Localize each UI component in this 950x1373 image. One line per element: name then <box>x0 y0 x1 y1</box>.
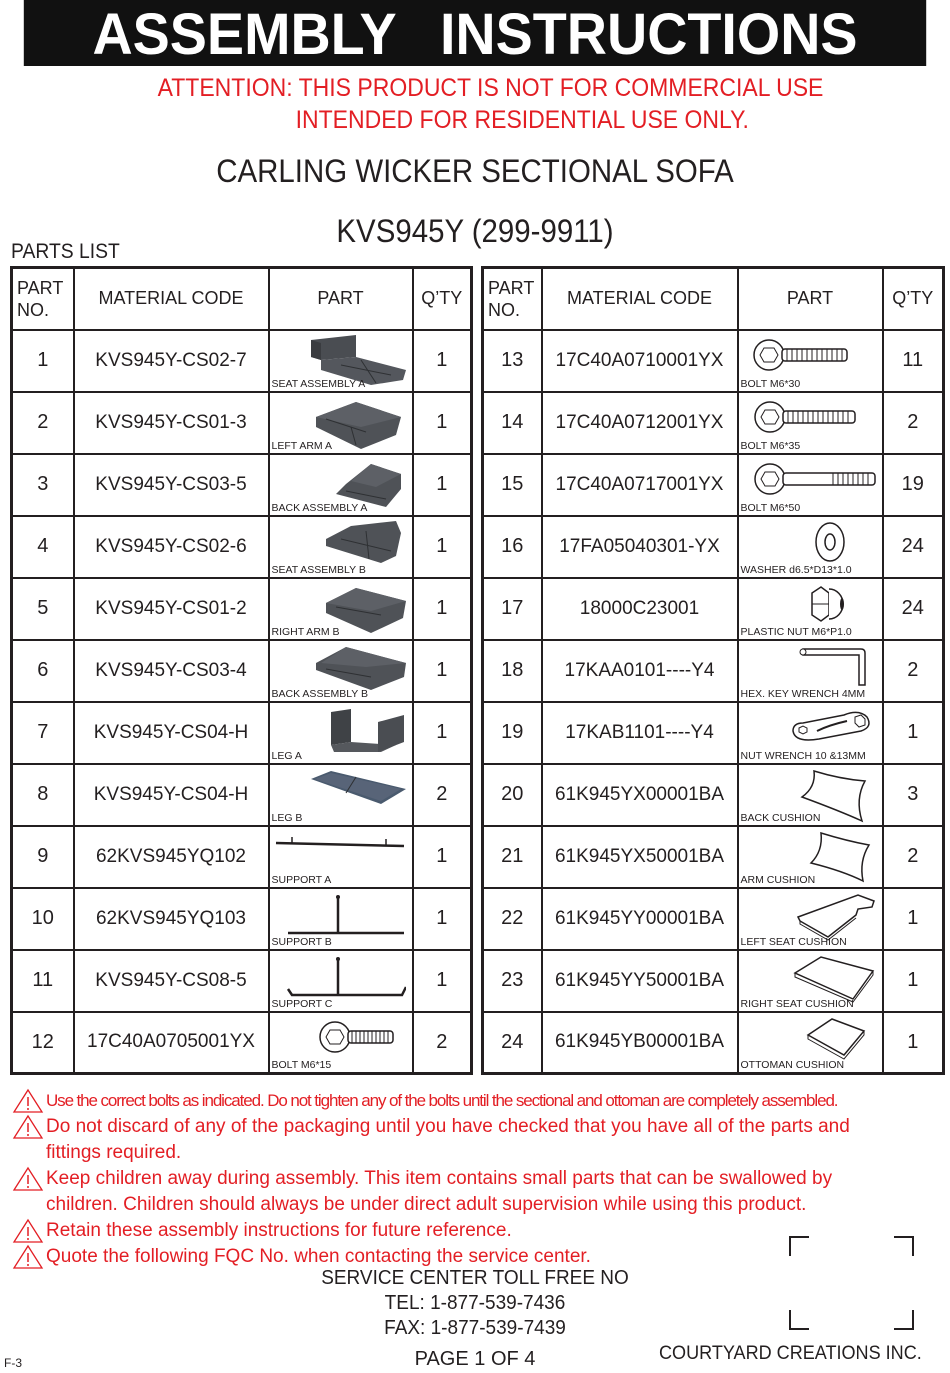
part-cell <box>269 516 413 578</box>
quantity: 24 <box>883 516 944 578</box>
material-code: 17KAA0101----Y4 <box>542 640 738 702</box>
quantity: 1 <box>883 702 944 764</box>
quantity: 2 <box>413 1012 472 1074</box>
cap-nut-icon <box>807 583 852 625</box>
material-code: 17FA05040301-YX <box>542 516 738 578</box>
part-name: BOLT M6*15 <box>271 1059 332 1071</box>
table-row <box>12 1012 472 1074</box>
table-header-row <box>483 268 944 330</box>
column-header-qty: Q’TY <box>413 268 472 330</box>
part-number: 9 <box>12 826 74 888</box>
support-bar-icon <box>274 831 406 861</box>
warning-text: Retain these assembly instructions for future reference. <box>46 1220 512 1241</box>
table-row <box>12 454 472 516</box>
nut-wrench-icon <box>789 707 874 747</box>
fqc-box-corner-top-right <box>894 1236 914 1256</box>
part-number: 12 <box>12 1012 74 1074</box>
part-name: LEG B <box>271 811 303 824</box>
part-number: 2 <box>12 392 74 454</box>
material-code: KVS945Y-CS04-H <box>74 764 269 826</box>
part-number: 7 <box>12 702 74 764</box>
material-code: KVS945Y-CS02-6 <box>74 516 269 578</box>
part-name: SUPPORT A <box>271 873 332 886</box>
part-number: 24 <box>483 1012 542 1074</box>
material-code: 17KAB1101----Y4 <box>542 702 738 764</box>
material-code: 62KVS945YQ102 <box>74 826 269 888</box>
table-row <box>483 702 944 764</box>
quantity: 2 <box>413 764 472 826</box>
table-row <box>483 826 944 888</box>
t-support-icon <box>286 893 406 938</box>
part-cell <box>269 454 413 516</box>
table-row <box>12 330 472 392</box>
part-number: 20 <box>483 764 542 826</box>
part-cell <box>738 702 883 764</box>
quantity: 1 <box>883 888 944 950</box>
part-name: OTTOMAN CUSHION <box>740 1059 845 1071</box>
material-code: 61K945YY50001BA <box>542 950 738 1012</box>
part-cell <box>738 764 883 826</box>
part-name: SUPPORT B <box>271 935 332 948</box>
table-header-row <box>12 268 472 330</box>
part-name: RIGHT SEAT CUSHION <box>740 997 854 1010</box>
warning-item <box>12 1114 947 1166</box>
quantity: 1 <box>413 826 472 888</box>
part-cell <box>738 888 883 950</box>
hex-key-icon <box>799 645 874 690</box>
part-number: 5 <box>12 578 74 640</box>
leg-frame-icon <box>326 707 406 757</box>
part-number: 21 <box>483 826 542 888</box>
quantity: 1 <box>413 950 472 1012</box>
part-name: SUPPORT C <box>271 997 333 1010</box>
material-code: 61K945YY00001BA <box>542 888 738 950</box>
material-code: 18000C23001 <box>542 578 738 640</box>
fqc-box-corner-top-left <box>789 1236 809 1256</box>
part-name: ARM CUSHION <box>740 873 816 886</box>
material-code: KVS945Y-CS03-5 <box>74 454 269 516</box>
part-cell <box>269 702 413 764</box>
column-header-part-no: PART NO. <box>12 268 74 330</box>
material-code: 17C40A0710001YX <box>542 330 738 392</box>
part-cell <box>738 454 883 516</box>
part-name: BOLT M6*30 <box>740 377 801 390</box>
column-header-material-code: MATERIAL CODE <box>542 268 738 330</box>
seat-frame-icon <box>321 521 406 566</box>
part-name: LEFT ARM A <box>271 439 332 452</box>
quantity: 1 <box>883 950 944 1012</box>
column-header-material-code: MATERIAL CODE <box>74 268 269 330</box>
washer-icon <box>810 521 850 563</box>
part-name: LEFT SEAT CUSHION <box>740 935 847 948</box>
table-row <box>483 516 944 578</box>
material-code: KVS945Y-CS03-4 <box>74 640 269 702</box>
part-name: RIGHT ARM B <box>271 625 340 638</box>
warning-triangle-icon <box>12 1088 46 1114</box>
material-code: 17C40A0717001YX <box>542 454 738 516</box>
part-number: 8 <box>12 764 74 826</box>
table-row <box>12 888 472 950</box>
quantity: 24 <box>883 578 944 640</box>
quantity: 11 <box>883 330 944 392</box>
material-code: KVS945Y-CS02-7 <box>74 330 269 392</box>
material-code: KVS945Y-CS04-H <box>74 702 269 764</box>
part-name: LEG A <box>271 749 302 762</box>
table-row <box>12 392 472 454</box>
seat-cushion-icon <box>796 893 876 941</box>
quantity: 1 <box>413 516 472 578</box>
part-cell <box>738 392 883 454</box>
t-support-icon <box>286 955 406 1000</box>
part-number: 3 <box>12 454 74 516</box>
part-cell <box>738 640 883 702</box>
service-center-title: SERVICE CENTER TOLL FREE NO <box>321 1267 629 1289</box>
title-banner: ASSEMBLY INSTRUCTIONS <box>24 0 926 66</box>
table-row <box>12 578 472 640</box>
quantity: 1 <box>413 392 472 454</box>
model-number: KVS945Y (299-9911) <box>336 213 614 249</box>
part-cell <box>269 578 413 640</box>
part-cell <box>738 950 883 1012</box>
part-cell <box>738 1012 883 1074</box>
quantity: 2 <box>883 826 944 888</box>
table-row <box>483 392 944 454</box>
part-name: HEX. KEY WRENCH 4MM <box>740 687 866 700</box>
part-number: 18 <box>483 640 542 702</box>
fqc-box-corner-bottom-right <box>894 1310 914 1330</box>
arm-cushion-icon <box>807 831 872 883</box>
part-number: 10 <box>12 888 74 950</box>
table-row <box>12 516 472 578</box>
warning-text: Quote the following FQC No. when contacting the service center. <box>46 1246 591 1267</box>
form-id: F-3 <box>4 1356 22 1370</box>
table-row <box>483 764 944 826</box>
warning-triangle-icon <box>12 1166 46 1192</box>
quantity: 2 <box>883 392 944 454</box>
bolt-icon <box>753 397 858 437</box>
part-cell <box>269 392 413 454</box>
table-row <box>483 454 944 516</box>
material-code: KVS945Y-CS01-2 <box>74 578 269 640</box>
service-fax: FAX: 1-877-539-7439 <box>384 1317 566 1339</box>
part-number: 15 <box>483 454 542 516</box>
part-number: 16 <box>483 516 542 578</box>
table-row <box>483 640 944 702</box>
quantity: 1 <box>413 578 472 640</box>
table-row <box>483 330 944 392</box>
part-name: PLASTIC NUT M6*P1.0 <box>740 625 852 638</box>
quantity: 1 <box>413 888 472 950</box>
part-name: NUT WRENCH 10 &13MM <box>740 749 866 762</box>
quantity: 1 <box>413 454 472 516</box>
part-number: 6 <box>12 640 74 702</box>
attention-notice-line1: ATTENTION: THIS PRODUCT IS NOT FOR COMMERCIAL USE <box>157 74 824 102</box>
part-number: 19 <box>483 702 542 764</box>
table-row <box>483 578 944 640</box>
material-code: KVS945Y-CS01-3 <box>74 392 269 454</box>
table-row <box>12 702 472 764</box>
part-cell <box>269 640 413 702</box>
material-code: KVS945Y-CS08-5 <box>74 950 269 1012</box>
part-number: 17 <box>483 578 542 640</box>
part-number: 4 <box>12 516 74 578</box>
part-cell <box>269 826 413 888</box>
bolt-icon <box>752 335 852 375</box>
company-name: COURTYARD CREATIONS INC. <box>659 1343 922 1364</box>
part-name: BACK CUSHION <box>740 811 821 824</box>
part-cell <box>269 888 413 950</box>
part-name: WASHER d6.5*D13*1.0 <box>740 563 852 576</box>
long-bolt-icon <box>753 459 878 499</box>
fqc-box-corner-bottom-left <box>789 1310 809 1330</box>
part-cell <box>269 764 413 826</box>
quantity: 2 <box>883 640 944 702</box>
column-header-part-no: PART NO. <box>483 268 542 330</box>
part-cell <box>738 330 883 392</box>
warning-text: Do not discard of any of the packaging until you have checked that you have all of the parts and fittings required. <box>46 1116 850 1163</box>
part-number: 23 <box>483 950 542 1012</box>
table-row <box>483 1012 944 1074</box>
quantity: 3 <box>883 764 944 826</box>
flat-tray-icon <box>311 769 406 809</box>
material-code: 17C40A0705001YX <box>74 1012 269 1074</box>
part-number: 22 <box>483 888 542 950</box>
product-name: CARLING WICKER SECTIONAL SOFA <box>216 153 734 189</box>
seat-cushion-icon <box>791 955 876 1003</box>
part-number: 1 <box>12 330 74 392</box>
table-row <box>12 826 472 888</box>
quantity: 1 <box>413 702 472 764</box>
material-code: 62KVS945YQ103 <box>74 888 269 950</box>
part-cell <box>269 950 413 1012</box>
part-cell <box>269 330 413 392</box>
attention-notice-line2: INTENDED FOR RESIDENTIAL USE ONLY. <box>295 106 749 134</box>
service-tel: TEL: 1-877-539-7436 <box>384 1292 566 1314</box>
part-number: 11 <box>12 950 74 1012</box>
bolt-icon <box>318 1017 398 1057</box>
warning-triangle-icon <box>12 1114 46 1140</box>
part-name: BOLT M6*50 <box>740 501 801 514</box>
part-cell <box>738 516 883 578</box>
warning-item <box>12 1166 947 1218</box>
warning-text: Keep children away during assembly. This item contains small parts that can be swallowed by children. Children should always be under direct adult supervision while using this product. <box>46 1168 833 1215</box>
quantity: 1 <box>413 330 472 392</box>
table-row <box>12 950 472 1012</box>
warning-text: Use the correct bolts as indicated. Do not tighten any of the bolts until the sectional and ottoman are completely assembled. <box>46 1091 838 1110</box>
part-number: 13 <box>483 330 542 392</box>
quantity: 1 <box>883 1012 944 1074</box>
table-row <box>12 640 472 702</box>
part-cell <box>269 1012 413 1074</box>
part-name: BACK ASSEMBLY A <box>271 501 368 514</box>
part-name: BACK ASSEMBLY B <box>271 687 368 700</box>
part-name: SEAT ASSEMBLY B <box>271 563 366 576</box>
part-name: SEAT ASSEMBLY A <box>271 377 366 390</box>
part-name: BOLT M6*35 <box>740 439 801 452</box>
table-row <box>483 888 944 950</box>
parts-table-left <box>10 266 473 1075</box>
table-row <box>483 950 944 1012</box>
parts-table-right <box>481 266 945 1075</box>
material-code: 61K945YX00001BA <box>542 764 738 826</box>
parts-list-label: PARTS LIST <box>11 240 120 263</box>
column-header-part: PART <box>269 268 413 330</box>
material-code: 61K945YB00001BA <box>542 1012 738 1074</box>
quantity: 1 <box>413 640 472 702</box>
warning-item <box>12 1088 947 1114</box>
material-code: 17C40A0712001YX <box>542 392 738 454</box>
column-header-qty: Q’TY <box>883 268 944 330</box>
column-header-part: PART <box>738 268 883 330</box>
page-number: PAGE 1 OF 4 <box>414 1348 536 1370</box>
table-row <box>12 764 472 826</box>
material-code: 61K945YX50001BA <box>542 826 738 888</box>
quantity: 19 <box>883 454 944 516</box>
part-cell <box>738 826 883 888</box>
part-cell <box>738 578 883 640</box>
ottoman-cushion-icon <box>806 1017 868 1062</box>
warning-triangle-icon <box>12 1218 46 1244</box>
part-number: 14 <box>483 392 542 454</box>
